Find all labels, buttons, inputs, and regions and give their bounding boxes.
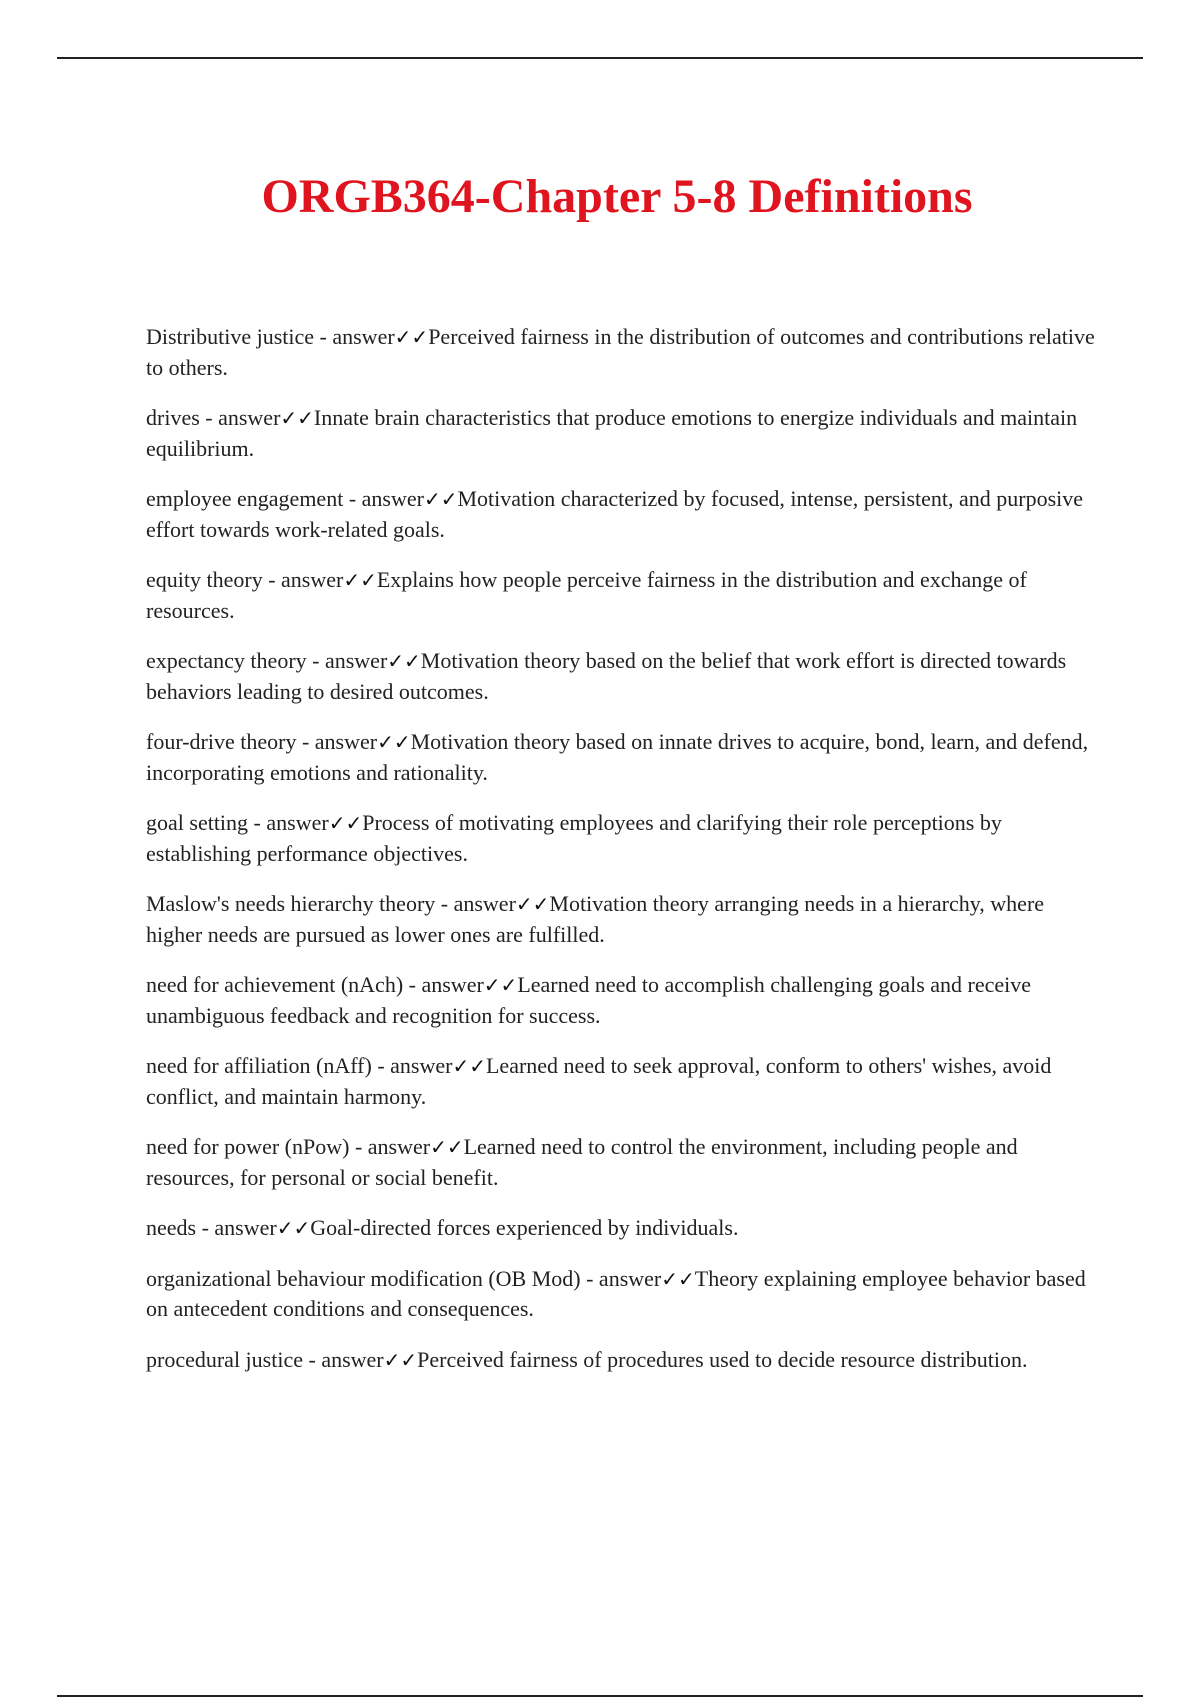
definition-text: Explains how people perceive fairness in the distribution and exchange of resources. — [146, 567, 1027, 623]
answer-separator: - answer — [343, 486, 424, 511]
definition-item — [146, 1213, 1096, 1244]
definition-text: Process of motivating employees and clarifying their role perceptions by establishing performance objectives. — [146, 810, 1002, 866]
double-check-icon: ✓✓ — [383, 1347, 418, 1372]
answer-separator: - answer — [199, 405, 281, 430]
definition-item — [146, 1051, 1096, 1112]
definition-term: Maslow's needs hierarchy theory — [146, 891, 436, 916]
definition-text: Learned need to seek approval, conform to others' wishes, avoid conflict, and maintain harmony. — [146, 1053, 1052, 1109]
definition-item — [146, 565, 1096, 626]
definition-item — [146, 646, 1096, 707]
answer-separator: - answer — [262, 567, 344, 592]
definition-item — [146, 403, 1096, 464]
definition-item — [146, 322, 1096, 383]
double-check-icon: ✓✓ — [377, 730, 411, 754]
definition-term: drives — [146, 405, 200, 430]
answer-separator: - answer — [196, 1215, 277, 1240]
definition-item — [146, 808, 1096, 869]
definition-term: needs — [146, 1215, 197, 1240]
definition-item — [146, 1132, 1096, 1193]
answer-separator: - answer — [306, 648, 388, 673]
double-check-icon: ✓✓ — [280, 406, 314, 430]
double-check-icon: ✓✓ — [423, 487, 458, 511]
definition-text: Perceived fairness of procedures used to decide resource distribution. — [417, 1346, 1028, 1372]
definition-term: goal setting — [146, 810, 249, 835]
definition-term: four-drive theory — [146, 729, 297, 754]
definition-term: expectancy theory — [146, 648, 307, 673]
double-check-icon: ✓✓ — [515, 892, 550, 916]
definition-item — [146, 727, 1096, 788]
definition-term: need for affiliation (nAff) — [146, 1053, 372, 1078]
double-check-icon: ✓✓ — [394, 325, 429, 349]
answer-separator: - answer — [435, 891, 516, 916]
definition-item — [146, 889, 1096, 950]
definitions-list — [146, 322, 1096, 1426]
double-check-icon: ✓✓ — [276, 1216, 311, 1240]
top-rule — [57, 57, 1143, 59]
double-check-icon: ✓✓ — [387, 649, 421, 673]
double-check-icon: ✓✓ — [343, 568, 377, 592]
definition-term: need for achievement (nAch) — [146, 972, 404, 997]
definition-text: Perceived fairness in the distribution of outcomes and contributions relative to others. — [146, 324, 1095, 380]
double-check-icon: ✓✓ — [430, 1135, 464, 1159]
double-check-icon: ✓✓ — [452, 1054, 486, 1078]
definition-item — [146, 970, 1096, 1031]
definition-text: Motivation theory arranging needs in a hierarchy, where higher needs are pursued as lower ones are fulfilled. — [146, 891, 1045, 947]
answer-separator: - answer — [349, 1134, 431, 1159]
definition-text: Motivation characterized by focused, intense, persistent, and purposive effort towards work-related goals. — [146, 486, 1084, 542]
definition-term: organizational behaviour modification (OB Mod) — [146, 1265, 581, 1291]
definition-term: employee engagement — [146, 486, 344, 511]
answer-separator: - answer — [296, 729, 378, 754]
definition-term: Distributive justice — [146, 324, 315, 349]
double-check-icon: ✓✓ — [661, 1266, 695, 1291]
definition-text: Learned need to control the environment, including people and resources, for personal or social benefit. — [146, 1134, 1018, 1190]
answer-separator: - answer — [248, 810, 329, 835]
answer-separator: - answer — [303, 1346, 384, 1372]
answer-separator: - answer — [371, 1053, 453, 1078]
definition-item — [146, 484, 1096, 545]
definition-text: Theory explaining employee behavior based on antecedent conditions and consequences. — [146, 1265, 1086, 1321]
definition-text: Goal-directed forces experienced by individuals. — [310, 1215, 739, 1240]
definition-term: equity theory — [146, 567, 263, 592]
answer-separator: - answer — [403, 972, 484, 997]
definition-text: Learned need to accomplish challenging goals and receive unambiguous feedback and recognition for success. — [146, 972, 1032, 1028]
definition-text: Motivation theory based on the belief that work effort is directed towards behaviors leading to desired outcomes. — [146, 648, 1067, 704]
document-title: ORGB364-Chapter 5-8 Definitions — [261, 170, 973, 223]
bottom-rule — [57, 1695, 1143, 1697]
definition-item — [146, 1264, 1096, 1325]
definition-term: procedural justice — [146, 1346, 303, 1372]
answer-separator: - answer — [580, 1265, 662, 1291]
definition-term: need for power (nPow) — [146, 1134, 350, 1159]
definition-text: Innate brain characteristics that produce emotions to energize individuals and maintain equilibrium. — [146, 405, 1078, 461]
double-check-icon: ✓✓ — [483, 973, 518, 997]
answer-separator: - answer — [314, 324, 395, 349]
double-check-icon: ✓✓ — [328, 811, 363, 835]
definition-item — [146, 1345, 1096, 1406]
definition-text: Motivation theory based on innate drives to acquire, bond, learn, and defend, incorporating emotions and rationality. — [146, 729, 1089, 785]
